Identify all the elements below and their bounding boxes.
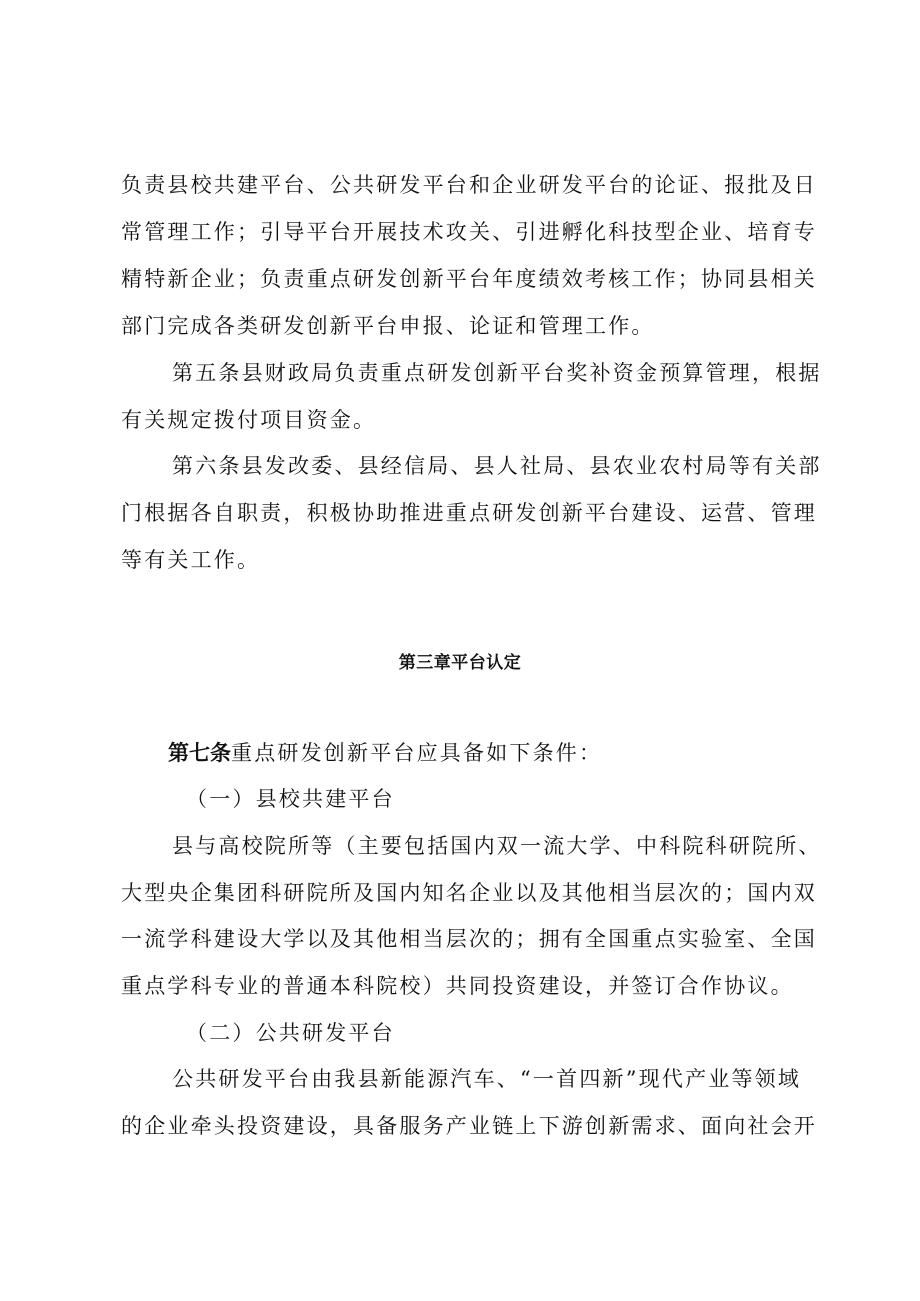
article-6-line: 等有关工作。 xyxy=(121,548,261,572)
paragraph-line: 精特新企业；负责重点研发创新平台年度绩效考核工作；协同县相关 xyxy=(121,267,817,291)
item-1-line: 大型央企集团科研院所及国内知名企业以及其他相当层次的；国内双 xyxy=(121,881,817,905)
article-7-line xyxy=(0,738,920,768)
item-1-title: （一）县校共建平台 xyxy=(186,787,395,811)
article-6-line: 门根据各自职责，积极协助推进重点研发创新平台建设、运营、管理 xyxy=(121,501,817,525)
item-2-line: 公共研发平台由我县新能源汽车、“一首四新”现代产业等领域 xyxy=(172,1067,802,1091)
paragraph-line: 部门完成各类研发创新平台申报、论证和管理工作。 xyxy=(121,314,655,338)
item-1-line: 县与高校院所等（主要包括国内双一流大学、中科院科研院所、 xyxy=(172,834,822,858)
paragraph-line: 常管理工作；引导平台开展技术攻关、引进孵化科技型企业、培育专 xyxy=(121,220,817,244)
article-6-line: 第六条县发改委、县经信局、县人社局、县农业农村局等有关部 xyxy=(172,454,822,478)
chapter-heading: 第三章平台认定 xyxy=(398,653,522,673)
article-7-text: 重点研发创新平台应具备如下条件： xyxy=(231,741,603,765)
item-2-title: （二）公共研发平台 xyxy=(186,1021,395,1045)
article-7-label: 第七条 xyxy=(168,741,231,765)
item-1-line: 一流学科建设大学以及其他相当层次的；拥有全国重点实验室、全国 xyxy=(121,927,817,951)
article-5-line: 第五条县财政局负责重点研发创新平台奖补资金预算管理，根据 xyxy=(172,361,822,385)
article-5-line: 有关规定拨付项目资金。 xyxy=(121,408,377,432)
paragraph-line: 负责县校共建平台、公共研发平台和企业研发平台的论证、报批及日 xyxy=(121,173,817,197)
item-1-line: 重点学科专业的普通本科院校）共同投资建设，并签订合作协议。 xyxy=(121,974,794,998)
item-2-line: 的企业牵头投资建设，具备服务产业链上下游创新需求、面向社会开 xyxy=(121,1114,817,1138)
